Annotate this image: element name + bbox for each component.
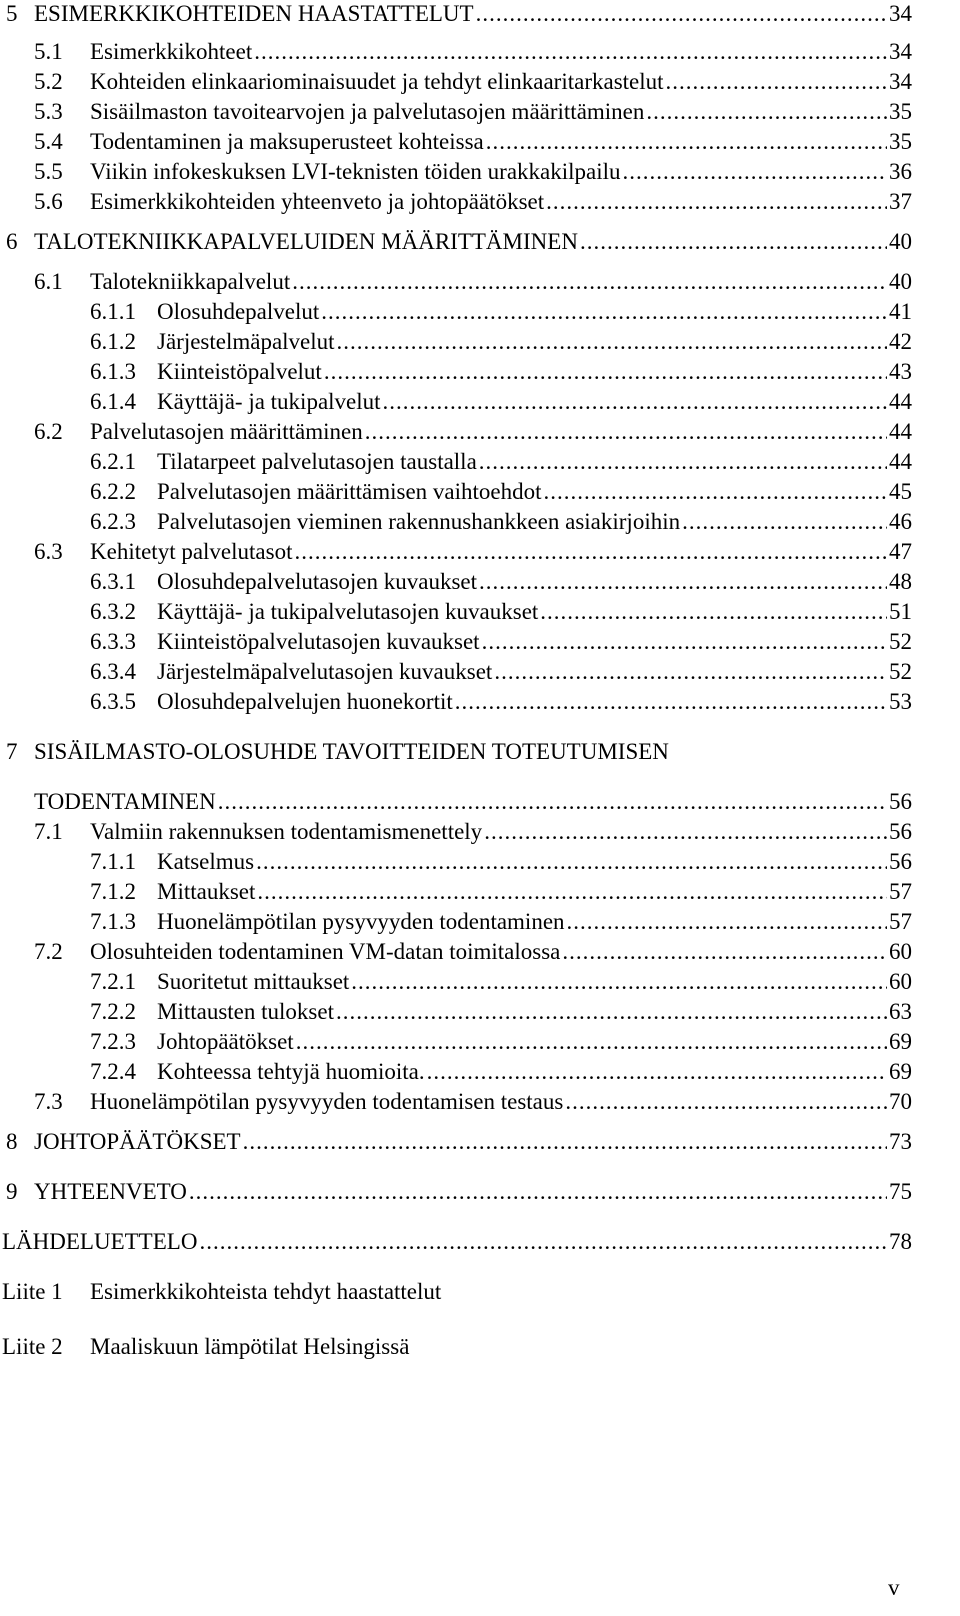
toc-entry-page: 44 xyxy=(889,419,912,444)
toc-entry[interactable] xyxy=(0,328,960,356)
toc-entry[interactable] xyxy=(0,128,960,156)
dot-leader xyxy=(476,0,887,28)
toc-entry-page: 53 xyxy=(889,689,912,714)
toc-entry[interactable] xyxy=(0,188,960,216)
toc-entry-page: 52 xyxy=(889,659,912,684)
toc-entry-title: Palvelutasojen määrittäminen xyxy=(90,419,363,444)
toc-entry-number: 7.2.3 xyxy=(90,1029,136,1054)
toc-entry-page: 48 xyxy=(889,569,912,594)
toc-entry[interactable] xyxy=(0,1228,960,1256)
toc-entry-page: 41 xyxy=(889,299,912,324)
toc-entry-title: Esimerkkikohteet xyxy=(90,39,253,64)
toc-entry-page: 44 xyxy=(889,449,912,474)
toc-entry-number: 5.5 xyxy=(34,159,63,184)
toc-entry-number: 6 xyxy=(6,229,18,254)
toc-entry-number: 7.2.4 xyxy=(90,1059,136,1084)
toc-entry-page: 73 xyxy=(889,1129,912,1154)
toc-entry[interactable] xyxy=(0,358,960,386)
toc-entry-title: Mittausten tulokset xyxy=(157,999,334,1024)
toc-entry[interactable] xyxy=(0,1058,960,1086)
toc-entry[interactable] xyxy=(0,1088,960,1116)
toc-entry[interactable] xyxy=(0,228,960,256)
toc-entry-page: 37 xyxy=(889,189,912,214)
toc-entry-number: 6.2.2 xyxy=(90,479,136,504)
toc-entry-title: Järjestelmäpalvelut xyxy=(157,329,335,354)
toc-entry-number: 6.1.2 xyxy=(90,329,136,354)
toc-entry[interactable] xyxy=(0,478,960,506)
toc-entry-title: Katselmus xyxy=(157,849,255,874)
dot-leader xyxy=(321,298,887,326)
toc-entry-number: 6.3.2 xyxy=(90,599,136,624)
toc-entry[interactable] xyxy=(0,98,960,126)
dot-leader xyxy=(383,388,887,416)
toc-entry[interactable] xyxy=(0,1178,960,1206)
dot-leader xyxy=(324,358,887,386)
toc-entry-page: 42 xyxy=(889,329,912,354)
toc-entry-title: Kiinteistöpalvelut xyxy=(157,359,322,384)
toc-entry[interactable] xyxy=(0,598,960,626)
toc-entry[interactable] xyxy=(0,568,960,596)
toc-entry-number: 6.3.4 xyxy=(90,659,136,684)
dot-leader xyxy=(494,658,887,686)
dot-leader xyxy=(482,628,887,656)
toc-entry-title: Mittaukset xyxy=(157,879,256,904)
toc-entry-title: ESIMERKKIKOHTEIDEN HAASTATTELUT xyxy=(34,1,474,26)
dot-leader xyxy=(623,158,887,186)
dot-leader xyxy=(580,228,887,256)
toc-entry[interactable] xyxy=(0,1278,960,1306)
toc-entry[interactable] xyxy=(0,418,960,446)
toc-entry[interactable] xyxy=(0,268,960,296)
dot-leader xyxy=(296,1028,887,1056)
toc-entry-page: 36 xyxy=(889,159,912,184)
dot-leader xyxy=(486,128,887,156)
dot-leader xyxy=(666,68,887,96)
toc-entry-page: 40 xyxy=(889,269,912,294)
toc-entry-page: 60 xyxy=(889,939,912,964)
toc-entry[interactable] xyxy=(0,688,960,716)
toc-entry-page: 43 xyxy=(889,359,912,384)
toc-entry[interactable] xyxy=(0,298,960,326)
toc-entry-number: 8 xyxy=(6,1129,18,1154)
toc-entry[interactable] xyxy=(0,938,960,966)
toc-entry-number: 6.3 xyxy=(34,539,63,564)
toc-entry-page: 75 xyxy=(889,1179,912,1204)
toc-entry-title: Sisäilmaston tavoitearvojen ja palvelutasojen määrittäminen xyxy=(90,99,645,124)
toc-entry[interactable] xyxy=(0,878,960,906)
toc-entry-heading-line[interactable] xyxy=(0,738,960,766)
toc-entry-page: 35 xyxy=(889,99,912,124)
toc-entry-page: 45 xyxy=(889,479,912,504)
toc-entry-page: 34 xyxy=(889,39,912,64)
toc-entry-page: 69 xyxy=(889,1059,912,1084)
toc-entry-title: Palvelutasojen määrittämisen vaihtoehdot xyxy=(157,479,542,504)
toc-entry[interactable] xyxy=(0,538,960,566)
toc-entry[interactable] xyxy=(0,998,960,1026)
dot-leader xyxy=(562,938,887,966)
toc-entry-number: 6.2 xyxy=(34,419,63,444)
dot-leader xyxy=(199,1228,887,1256)
toc-entry-title: Kohteiden elinkaariominaisuudet ja tehdyt elinkaaritarkastelut xyxy=(90,69,664,94)
toc-entry-title: Suoritetut mittaukset xyxy=(157,969,350,994)
toc-entry[interactable] xyxy=(0,788,960,816)
toc-entry-title: Talotekniikkapalvelut xyxy=(90,269,291,294)
toc-entry-title: TALOTEKNIIKKAPALVELUIDEN MÄÄRITTÄMINEN xyxy=(34,229,578,254)
toc-entry-number: 5.2 xyxy=(34,69,63,94)
toc-entry-title: Järjestelmäpalvelutasojen kuvaukset xyxy=(157,659,493,684)
dot-leader xyxy=(254,38,887,66)
toc-entry-page: 63 xyxy=(889,999,912,1024)
dot-leader xyxy=(365,418,887,446)
toc-entry-number: 7.2.1 xyxy=(90,969,136,994)
toc-entry-title: TODENTAMINEN xyxy=(34,789,216,814)
toc-entry-title: Olosuhdepalvelut xyxy=(157,299,320,324)
toc-entry-page: 78 xyxy=(889,1229,912,1254)
toc-entry-number: 7.1.2 xyxy=(90,879,136,904)
dot-leader xyxy=(546,188,887,216)
toc-entry-page: 35 xyxy=(889,129,912,154)
toc-entry-title: Kohteessa tehtyjä huomioita. xyxy=(157,1059,425,1084)
toc-entry-page: 40 xyxy=(889,229,912,254)
toc-entry-page: 44 xyxy=(889,389,912,414)
toc-entry-title: Todentaminen ja maksuperusteet kohteissa xyxy=(90,129,484,154)
toc-entry-number: 5.4 xyxy=(34,129,63,154)
toc-entry-number: 7.3 xyxy=(34,1089,63,1114)
toc-entry[interactable] xyxy=(0,628,960,656)
toc-entry-number: 6.1.3 xyxy=(90,359,136,384)
toc-entry-title: Valmiin rakennuksen todentamismenettely xyxy=(90,819,483,844)
toc-entry-page: 69 xyxy=(889,1029,912,1054)
toc-entry[interactable] xyxy=(0,388,960,416)
toc-entry[interactable] xyxy=(0,68,960,96)
toc-entry[interactable] xyxy=(0,848,960,876)
dot-leader xyxy=(189,1178,887,1206)
toc-entry-number: 7.1.3 xyxy=(90,909,136,934)
toc-entry-page: 57 xyxy=(889,909,912,934)
dot-leader xyxy=(544,478,887,506)
toc-entry[interactable] xyxy=(0,968,960,996)
toc-entry-number: 6.1.4 xyxy=(90,389,136,414)
toc-entry-number: 6.3.5 xyxy=(90,689,136,714)
dot-leader xyxy=(682,508,887,536)
toc-entry-title: Kiinteistöpalvelutasojen kuvaukset xyxy=(157,629,480,654)
toc-entry[interactable] xyxy=(0,1028,960,1056)
toc-entry-number: 5.3 xyxy=(34,99,63,124)
dot-leader xyxy=(218,788,887,816)
toc-entry-title: LÄHDELUETTELO xyxy=(2,1229,198,1254)
toc-entry-title: Esimerkkikohteiden yhteenveto ja johtopäätökset xyxy=(90,189,545,214)
dot-leader xyxy=(479,568,887,596)
toc-entry-number: 7.2 xyxy=(34,939,63,964)
toc-entry-number: Liite 1 xyxy=(2,1279,63,1304)
dot-leader xyxy=(256,848,887,876)
toc-entry-page: 56 xyxy=(889,819,912,844)
toc-entry-title: Esimerkkikohteista tehdyt haastattelut xyxy=(90,1279,442,1304)
toc-entry-number: 5.6 xyxy=(34,189,63,214)
dot-leader xyxy=(243,1128,887,1156)
toc-entry-page: 46 xyxy=(889,509,912,534)
dot-leader xyxy=(292,268,887,296)
toc-entry-page: 70 xyxy=(889,1089,912,1114)
toc-entry[interactable] xyxy=(0,908,960,936)
toc-entry-number: 7 xyxy=(6,739,18,764)
toc-entry-title: Käyttäjä- ja tukipalvelutasojen kuvaukset xyxy=(157,599,539,624)
toc-entry-number: 6.1.1 xyxy=(90,299,136,324)
toc-entry[interactable] xyxy=(0,1333,960,1361)
toc-entry[interactable] xyxy=(0,658,960,686)
toc-entry-number: Liite 2 xyxy=(2,1334,63,1359)
page-number: v xyxy=(888,1575,900,1600)
toc-entry-number: 6.1 xyxy=(34,269,63,294)
dot-leader xyxy=(540,598,887,626)
dot-leader xyxy=(336,998,887,1026)
toc-entry-title-line1: SISÄILMASTO-OLOSUHDE TAVOITTEIDEN TOTEUTUMISEN xyxy=(34,739,669,764)
toc-entry-page: 51 xyxy=(889,599,912,624)
toc-entry-title: Olosuhdepalvelujen huonekortit xyxy=(157,689,453,714)
dot-leader xyxy=(567,908,887,936)
toc-entry[interactable] xyxy=(0,818,960,846)
toc-entry-title: Johtopäätökset xyxy=(157,1029,294,1054)
toc-entry-title: YHTEENVETO xyxy=(34,1179,187,1204)
dot-leader xyxy=(294,538,887,566)
toc-entry[interactable] xyxy=(0,1128,960,1156)
toc-entry-page: 56 xyxy=(889,789,912,814)
toc-entry-page: 34 xyxy=(889,1,912,26)
toc-entry[interactable] xyxy=(0,158,960,186)
dot-leader xyxy=(646,98,887,126)
toc-entry-number: 9 xyxy=(6,1179,18,1204)
toc-entry-page: 47 xyxy=(889,539,912,564)
dot-leader xyxy=(427,1058,887,1086)
dot-leader xyxy=(565,1088,887,1116)
toc-entry-number: 5 xyxy=(6,1,18,26)
toc-entry-title: Palvelutasojen vieminen rakennushankkeen asiakirjoihin xyxy=(157,509,681,534)
toc-entry-title: Olosuhdepalvelutasojen kuvaukset xyxy=(157,569,478,594)
toc-entry-page: 52 xyxy=(889,629,912,654)
toc-entry-page: 60 xyxy=(889,969,912,994)
toc-entry-title: Huonelämpötilan pysyvyyden todentamisen testaus xyxy=(90,1089,564,1114)
toc-entry[interactable] xyxy=(0,448,960,476)
toc-entry-number: 7.2.2 xyxy=(90,999,136,1024)
toc-entry-title: Olosuhteiden todentaminen VM-datan toimitalossa xyxy=(90,939,561,964)
toc-entry-number: 7.1 xyxy=(34,819,63,844)
dot-leader xyxy=(351,968,887,996)
toc-entry-title: JOHTOPÄÄTÖKSET xyxy=(34,1129,241,1154)
toc-entry-title: Käyttäjä- ja tukipalvelut xyxy=(157,389,381,414)
toc-entry-title: Huonelämpötilan pysyvyyden todentaminen xyxy=(157,909,565,934)
toc-entry[interactable] xyxy=(0,38,960,66)
toc-entry-page: 56 xyxy=(889,849,912,874)
dot-leader xyxy=(337,328,887,356)
toc-entry-title: Tilatarpeet palvelutasojen taustalla xyxy=(157,449,477,474)
toc-entry-number: 6.2.3 xyxy=(90,509,136,534)
toc-entry-title: Maaliskuun lämpötilat Helsingissä xyxy=(90,1334,410,1359)
dot-leader xyxy=(257,878,887,906)
dot-leader xyxy=(484,818,887,846)
toc-entry[interactable] xyxy=(0,508,960,536)
toc-entry-number: 5.1 xyxy=(34,39,63,64)
toc-entry-number: 6.3.3 xyxy=(90,629,136,654)
toc-entry-title: Viikin infokeskuksen LVI-teknisten töiden urakkakilpailu xyxy=(90,159,621,184)
toc-entry-page: 34 xyxy=(889,69,912,94)
toc-entry-number: 6.3.1 xyxy=(90,569,136,594)
toc-entry-number: 7.1.1 xyxy=(90,849,136,874)
toc-entry-title: Kehitetyt palvelutasot xyxy=(90,539,293,564)
toc-entry-page: 57 xyxy=(889,879,912,904)
dot-leader xyxy=(455,688,887,716)
dot-leader xyxy=(479,448,887,476)
toc-entry[interactable] xyxy=(0,0,960,28)
toc-entry-number: 6.2.1 xyxy=(90,449,136,474)
